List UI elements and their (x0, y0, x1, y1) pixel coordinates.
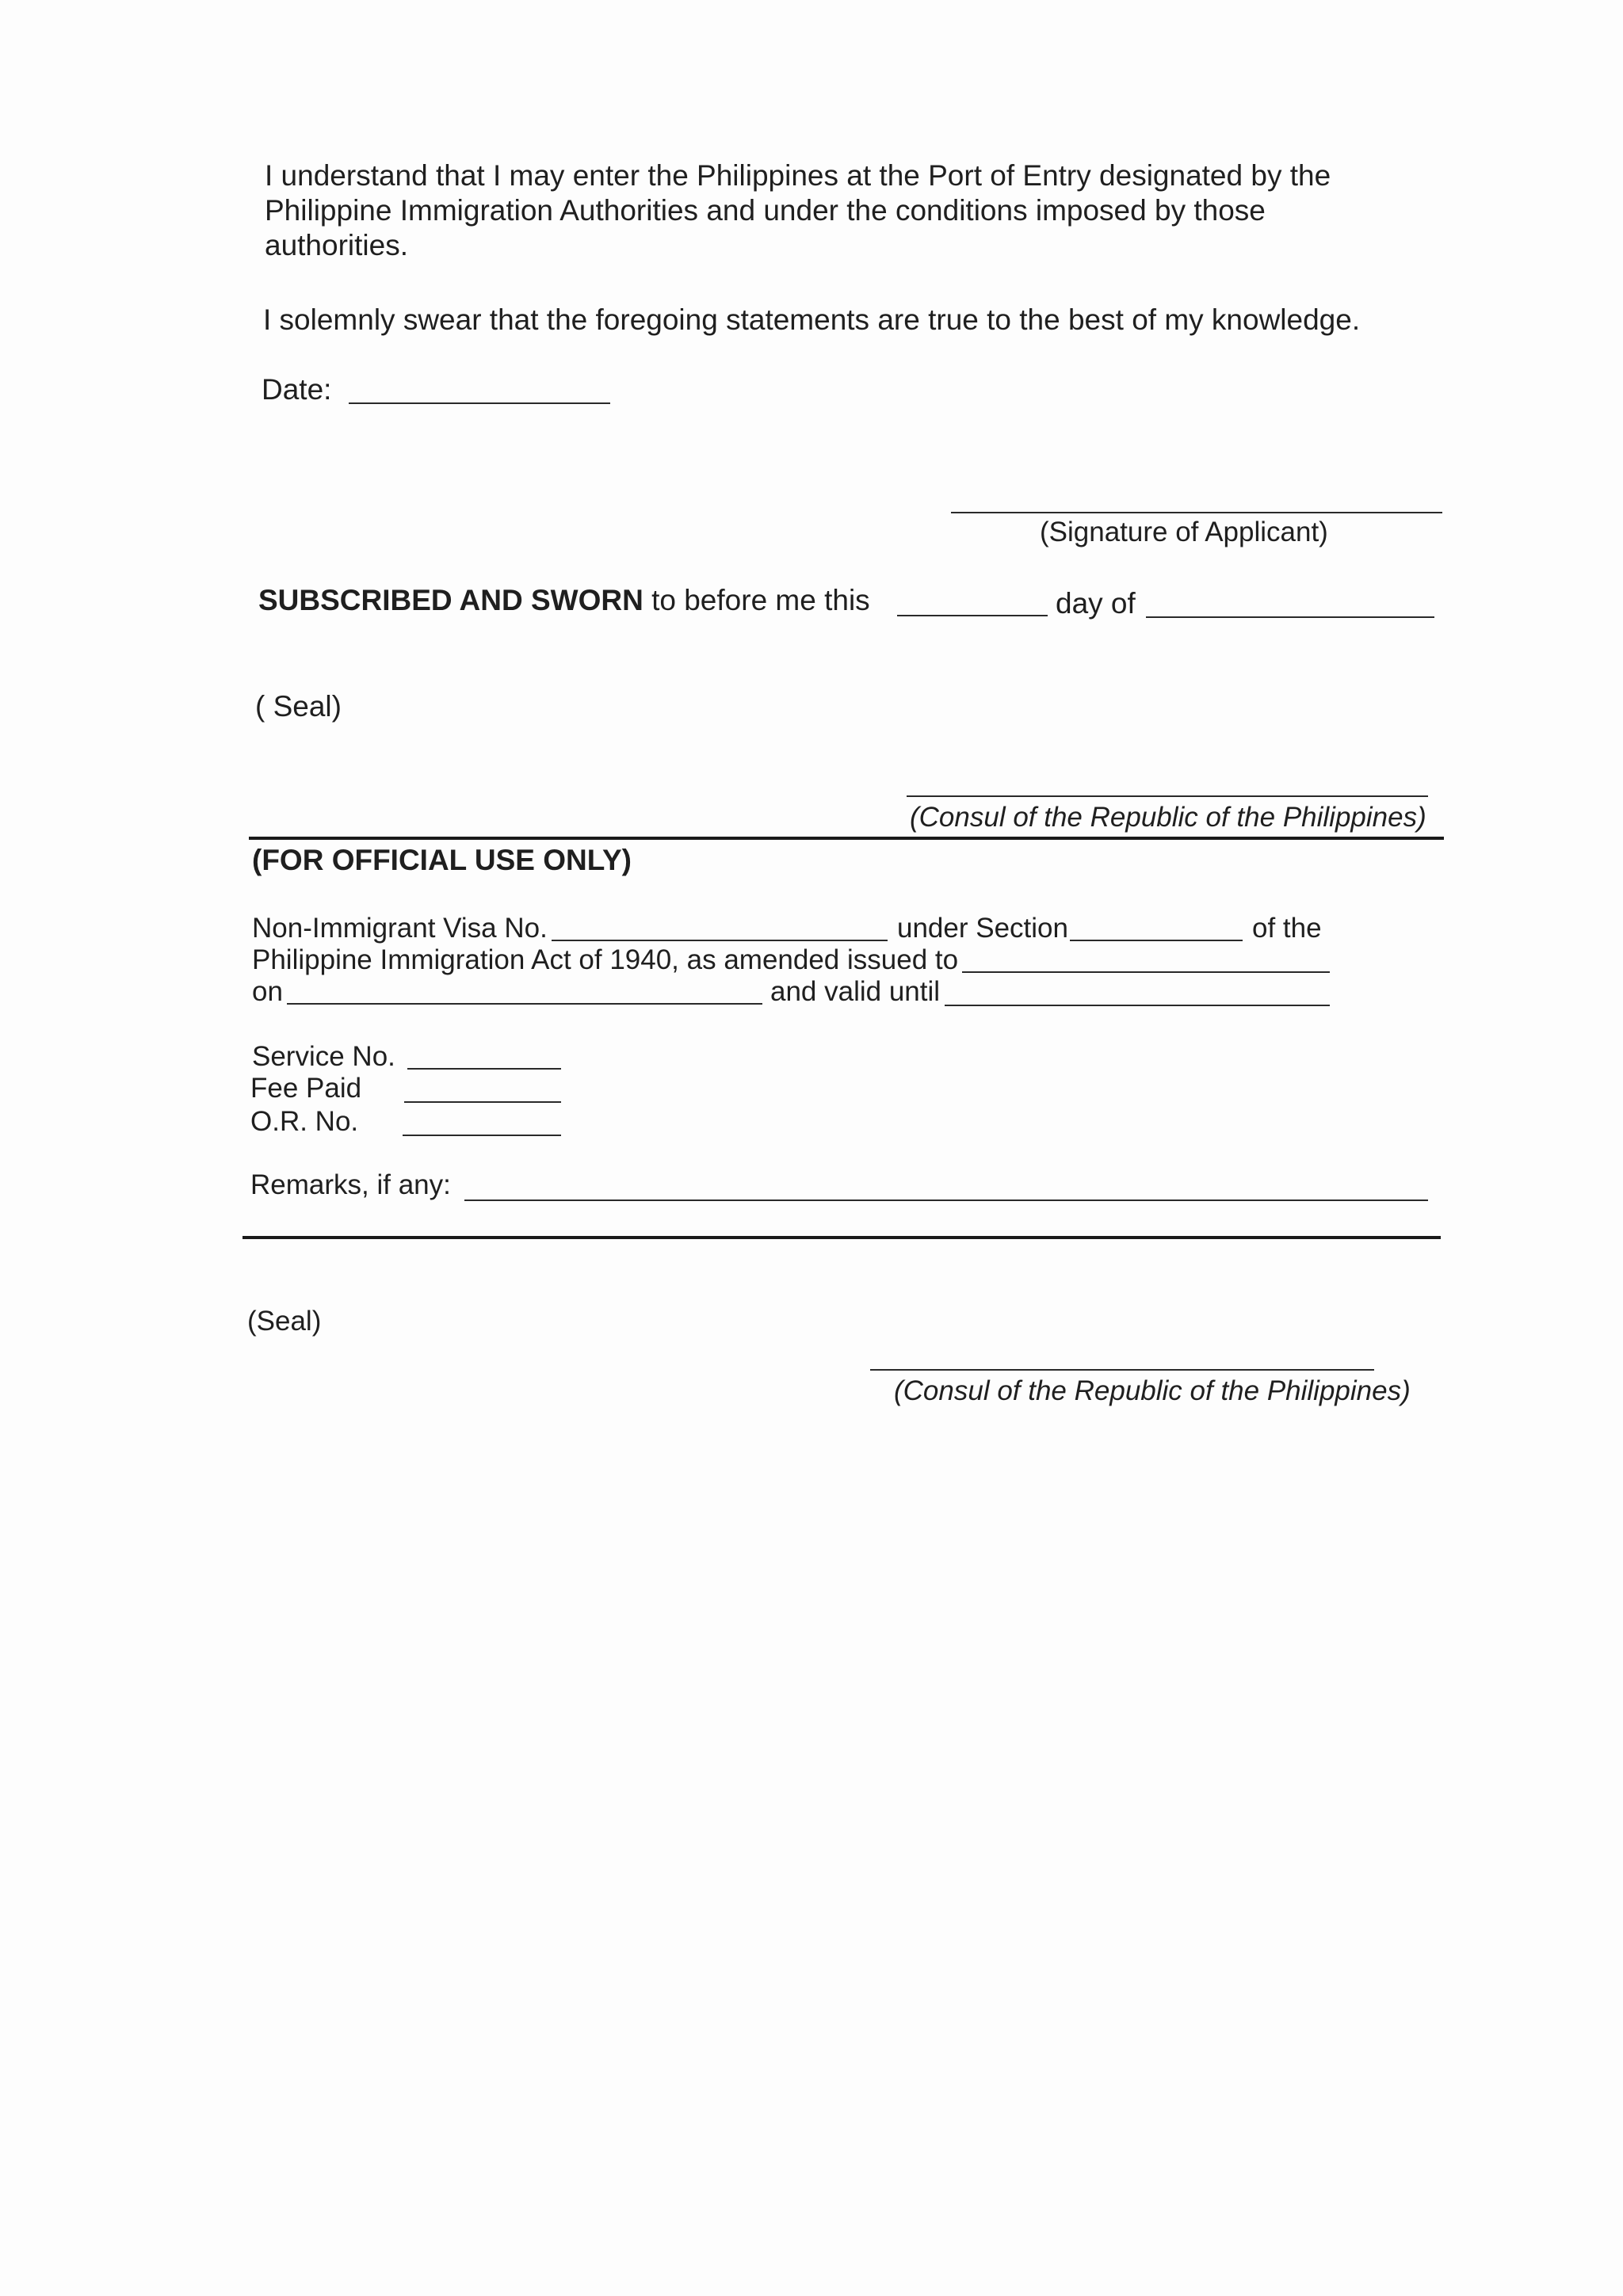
immigration-act-text: Philippine Immigration Act of 1940, as amended issued to (252, 944, 959, 975)
oath-statement: I solemnly swear that the foregoing statements are true to the best of my knowledge. (263, 303, 1361, 336)
date-label: Date: (262, 373, 332, 406)
jurat-day-of: day of (1056, 587, 1136, 620)
of-the-label: of the (1252, 913, 1322, 944)
jurat-line (258, 583, 870, 617)
remarks-label: Remarks, if any: (250, 1169, 451, 1200)
applicant-signature-line[interactable] (951, 512, 1442, 513)
section-divider-bottom (242, 1236, 1441, 1239)
jurat-seal: ( Seal) (255, 690, 342, 723)
visa-number-label: Non-Immigrant Visa No. (252, 913, 548, 944)
official-consul-signature-line[interactable] (870, 1369, 1374, 1371)
official-consul-caption: (Consul of the Republic of the Philippines) (894, 1375, 1411, 1406)
applicant-signature-caption: (Signature of Applicant) (1040, 517, 1328, 547)
jurat-text: to before me this (651, 584, 870, 616)
visa-number-field[interactable] (552, 940, 888, 941)
on-label: on (252, 976, 283, 1007)
jurat-consul-signature-line[interactable] (907, 795, 1428, 797)
fee-paid-field[interactable] (404, 1101, 561, 1103)
service-number-field[interactable] (407, 1068, 561, 1070)
jurat-consul-caption: (Consul of the Republic of the Philippines) (910, 802, 1426, 833)
remarks-field[interactable] (464, 1199, 1428, 1201)
official-use-heading: (FOR OFFICIAL USE ONLY) (252, 844, 632, 876)
fee-paid-label: Fee Paid (250, 1073, 362, 1104)
section-divider-top (249, 837, 1444, 840)
declaration-line-3: authorities. (265, 229, 408, 261)
jurat-bold-text: SUBSCRIBED AND SWORN (258, 584, 643, 616)
official-seal: (Seal) (247, 1306, 322, 1337)
under-section-label: under Section (897, 913, 1068, 944)
declaration-line-1: I understand that I may enter the Philippines at the Port of Entry designated by the (265, 159, 1331, 192)
date-field[interactable] (349, 402, 610, 404)
declaration-line-2: Philippine Immigration Authorities and under the conditions imposed by those (265, 194, 1266, 227)
valid-until-field[interactable] (945, 1005, 1330, 1006)
service-number-label: Service No. (252, 1041, 395, 1072)
jurat-day-field[interactable] (897, 615, 1048, 616)
section-number-field[interactable] (1070, 940, 1243, 941)
issue-date-field[interactable] (287, 1003, 762, 1005)
jurat-month-field[interactable] (1146, 616, 1434, 618)
issued-to-field[interactable] (962, 971, 1330, 973)
or-number-field[interactable] (403, 1135, 561, 1136)
valid-until-label: and valid until (770, 976, 941, 1007)
or-number-label: O.R. No. (250, 1106, 359, 1137)
